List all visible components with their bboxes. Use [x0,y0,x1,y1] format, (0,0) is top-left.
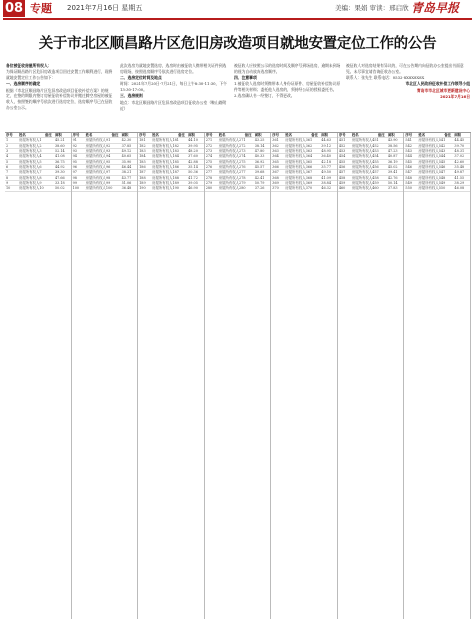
table-cell: 41.08 [55,154,65,159]
table-header-cell: 姓名 [351,133,359,137]
table-cell: 187 [139,170,146,175]
table-header-cell: 备注 [444,133,452,137]
table-header-cell: 姓名 [19,133,26,137]
table-cell: 45.21 [55,138,65,143]
table-cell: 361 [272,138,279,143]
table-column [338,133,405,619]
table-cell: 38.21 [121,170,132,175]
table-cell: 房屋所有权人458 [351,175,379,180]
table-cell: 276 [205,165,213,170]
table-cell: 房屋所有权人186 [152,165,179,170]
table-header-cell: 备注 [377,133,385,137]
table-cell: 39.68 [254,170,265,175]
table-cell: 房屋所有权人541 [418,138,446,143]
table-header-cell: 序号 [405,133,413,137]
table-cell: 房屋所有权人367 [285,170,313,175]
table-cell: 7 [6,170,9,175]
table-cell: 房屋所有权人273 [218,149,246,154]
table-cell: 94 [72,154,77,159]
table-cell: 50.79 [254,181,265,186]
table-cell: 38.84 [321,181,331,186]
table-cell: 房屋所有权人99 [85,181,111,186]
table-cell: 41.72 [188,175,198,180]
table-cell: 100 [72,186,80,191]
table-cell: 房屋所有权人279 [218,181,246,186]
table-header-cell: 面积 [454,133,462,137]
contact-info: 联系人：张先生 联系电话：0532-8X8X8X8X [346,75,425,81]
table-cell: 91 [72,138,77,143]
table-cell: 459 [338,181,346,186]
table-cell: 370 [272,186,279,191]
intro-paragraph: 根据《市北区顺昌路片区危旧房改造项目征收补偿方案》的规定，在签约期限内签订房屋征收补偿协议并搬迁腾空房屋的被征收人，按照签约顺序号依次进行选房定位，选房顺序号已在征收办公室公示。 [6,87,113,111]
table-cell: 房屋所有权人275 [218,159,246,164]
intro-paragraph: 为保证顺昌路片区危旧房改造项目回迁安置工作顺利进行，现将就地安置定位工作公告如下： [6,69,113,81]
table-cell: 6 [6,165,9,170]
table-cell: 99 [72,181,77,186]
table-cell: 184 [139,154,146,159]
table-cell: 185 [139,159,146,164]
table-cell: 房屋所有权人188 [152,175,179,180]
table-cell: 房屋所有权人95 [85,159,111,164]
table-cell: 房屋所有权人452 [351,143,379,148]
table-cell: 186 [139,165,146,170]
table-cell: 46.32 [321,186,331,191]
table-cell: 房屋所有权人369 [285,181,313,186]
table-cell: 548 [405,175,412,180]
table-header-cell: 序号 [205,133,213,137]
table-cell: 182 [139,143,146,148]
table-cell: 37.02 [454,154,465,159]
table-cell: 房屋所有权人543 [418,149,446,154]
table-header-cell: 备注 [111,133,119,137]
table-cell: 37.26 [254,186,265,191]
table-cell: 453 [338,149,346,154]
table-cell: 房屋所有权人4 [19,154,42,159]
table-cell: 39.41 [387,170,398,175]
table-cell: 房屋所有权人94 [85,154,111,159]
table-cell: 房屋所有权人370 [285,186,313,191]
signature-org: 青岛市市北区城市更新建设中心 [416,87,470,93]
table-cell: 48.20 [188,149,198,154]
table-cell: 房屋所有权人542 [418,143,446,148]
table-cell: 47.80 [254,149,265,154]
table-cell: 房屋所有权人97 [85,170,111,175]
table-cell: 458 [338,175,346,180]
table-header-cell: 序号 [139,133,146,137]
table-cell: 98 [72,175,77,180]
page-title: 关于市北区顺昌路片区危旧房改造项目就地安置定位工作的公告 [38,36,437,52]
table-cell: 房屋所有权人457 [351,170,379,175]
table-cell: 277 [205,170,213,175]
table-header-cell: 面积 [188,133,195,137]
table-cell: 37.83 [387,186,398,191]
table-cell: 房屋所有权人6 [19,165,42,170]
newspaper-logo: 青岛早报 [411,1,460,15]
table-cell: 42.88 [188,159,198,164]
signature-org: 市北区人民政府征收补偿工作领导小组 [405,81,470,87]
table-cell: 549 [405,181,412,186]
table-row [205,186,271,191]
table-row [338,186,404,191]
table-header-cell: 序号 [272,133,280,137]
table-cell: 房屋所有权人455 [351,159,379,164]
table-cell: 房屋所有权人185 [152,159,179,164]
table-cell: 550 [405,186,412,191]
section-name: 专题 [30,2,52,15]
intro-heading: 一、选房顺序的确定 [6,81,41,87]
table-cell: 房屋所有权人459 [351,181,379,186]
table-cell: 455 [338,159,346,164]
table-cell: 273 [205,149,213,154]
table-cell: 363 [272,149,279,154]
table-row [72,186,138,191]
table-column [205,133,272,619]
table-cell: 33.18 [55,181,65,186]
table-cell: 48.95 [321,149,331,154]
intro-column-4 [346,63,470,129]
table-cell: 50.02 [55,186,65,191]
table-row [404,186,470,191]
table-cell: 275 [205,159,213,164]
table-cell: 41.55 [454,175,465,180]
table-cell: 45.02 [387,165,398,170]
table-cell: 房屋所有权人544 [418,154,446,159]
table-cell: 279 [205,181,213,186]
table-cell: 43.25 [254,138,265,143]
table-cell: 42.60 [454,159,465,164]
table-cell: 454 [338,154,346,159]
table-cell: 房屋所有权人363 [285,149,313,154]
table-cell: 10 [6,186,11,191]
table-cell: 36.92 [254,159,265,164]
table-cell: 545 [405,159,412,164]
table-cell: 547 [405,170,412,175]
table-cell: 92 [72,143,77,148]
table-cell: 35.90 [121,159,132,164]
table-cell: 181 [139,138,146,143]
table-cell: 42.76 [387,175,398,180]
table-cell: 3 [6,149,9,154]
table-column [271,133,338,619]
table-cell: 房屋所有权人278 [218,175,246,180]
table-cell: 460 [338,186,346,191]
intro-column-2 [120,63,228,129]
table-cell: 房屋所有权人545 [418,159,446,164]
table-cell: 房屋所有权人91 [85,138,111,143]
page-header [0,0,475,17]
table-cell: 42.41 [254,175,265,180]
table-cell: 544 [405,154,412,159]
table-cell: 房屋所有权人9 [19,181,42,186]
table-cell: 40.33 [254,154,265,159]
table-cell: 46.90 [188,186,198,191]
intro-heading: 四、注意事项 [234,75,257,81]
table-cell: 542 [405,143,412,148]
table-cell: 38.60 [55,143,65,148]
table-column [5,133,72,619]
table-cell: 房屋所有权人550 [418,186,446,191]
table-header-cell: 面积 [254,133,262,137]
table-header-cell: 姓名 [218,133,226,137]
table-cell: 364 [272,154,279,159]
table-cell: 35.48 [454,165,465,170]
table-cell: 房屋所有权人98 [85,175,111,180]
table-cell: 房屋所有权人182 [152,143,179,148]
intro-paragraph: 1.被征收人选房时须携带本人身份证原件、房屋征收补偿协议原件等相关材料；委托他人选房的，须持经公证的授权委托书。 [234,81,341,93]
table-cell: 39.05 [188,181,198,186]
table-cell: 42.18 [321,159,331,164]
table-cell: 房屋所有权人100 [85,186,113,191]
table-cell: 365 [272,159,279,164]
table-header-cell: 备注 [45,133,52,137]
table-cell: 368 [272,175,279,180]
table-cell: 房屋所有权人547 [418,170,446,175]
table-cell: 36.48 [121,186,132,191]
table-cell: 188 [139,175,146,180]
table-cell: 35.14 [188,165,198,170]
table-cell: 房屋所有权人460 [351,186,379,191]
table-cell: 44.63 [321,138,331,143]
table-header-cell: 姓名 [285,133,293,137]
table-cell: 457 [338,170,346,175]
table-cell: 房屋所有权人456 [351,165,379,170]
table-cell: 房屋所有权人453 [351,149,379,154]
table-cell: 房屋所有权人277 [218,170,246,175]
intro-heading: 二、选房定位时间及地点 [120,75,162,81]
table-cell: 97 [72,170,77,175]
table-header-cell: 面积 [387,133,395,137]
table-cell: 2 [6,143,9,148]
table-cell: 房屋所有权人451 [351,138,379,143]
table-cell: 362 [272,143,279,148]
table-cell: 39.95 [188,143,198,148]
table-row [271,186,337,191]
table-cell: 36.19 [387,159,398,164]
table-header-cell: 备注 [311,133,319,137]
table-cell: 房屋所有权人187 [152,170,179,175]
table-cell: 95 [72,159,77,164]
table-row [138,186,204,191]
table-column [72,133,139,619]
table-cell: 39.70 [454,143,465,148]
table-cell: 房屋所有权人366 [285,165,313,170]
table-header-cell: 序号 [338,133,346,137]
table-cell: 47.23 [387,149,398,154]
signature-date: 2021年7月16日 [440,93,470,99]
table-cell: 48.31 [454,149,465,154]
table-cell: 房屋所有权人92 [85,143,111,148]
table-cell: 房屋所有权人183 [152,149,179,154]
table-cell: 36.40 [321,154,331,159]
table-cell: 房屋所有权人8 [19,175,42,180]
table-cell: 543 [405,149,412,154]
table-cell: 房屋所有权人546 [418,165,446,170]
intro-paragraph: 时间：2021年7月20日-7月21日，每日上午8:30-11:30，下午13:30-17:00。 [120,81,227,93]
table-cell: 房屋所有权人5 [19,159,42,164]
table-cell: 46.44 [121,165,132,170]
table-cell: 9 [6,181,9,186]
page-number: 08 [4,1,24,16]
table-cell: 房屋所有权人181 [152,138,179,143]
table-header-cell: 备注 [244,133,252,137]
table-cell: 274 [205,154,213,159]
table-cell: 房屋所有权人548 [418,175,446,180]
table-cell: 房屋所有权人271 [218,138,246,143]
table-cell: 房屋所有权人364 [285,154,313,159]
table-cell: 43.77 [121,175,132,180]
table-cell: 44.92 [55,165,65,170]
intro-column-3 [234,63,342,129]
table-cell: 1 [6,138,9,143]
table-cell: 房屋所有权人1 [19,138,42,143]
table-cell: 房屋所有权人10 [19,186,44,191]
intro-column-1 [6,63,114,129]
table-cell: 369 [272,181,279,186]
table-cell: 366 [272,165,279,170]
table-cell: 541 [405,138,412,143]
table-cell: 546 [405,165,412,170]
table-cell: 房屋所有权人93 [85,149,111,154]
table-cell: 房屋所有权人365 [285,159,313,164]
table-header-cell: 姓名 [418,133,426,137]
table-cell: 189 [139,181,146,186]
table-cell: 456 [338,165,346,170]
table-cell: 35.77 [321,165,331,170]
table-header-cell: 序号 [72,133,80,137]
table-header-cell: 备注 [178,133,185,137]
table-cell: 96 [72,165,77,170]
table-cell: 房屋所有权人184 [152,154,179,159]
table-cell: 38.14 [254,143,265,148]
table-cell: 房屋所有权人2 [19,143,42,148]
table-header-cell: 姓名 [85,133,93,137]
table-cell: 50.36 [188,170,198,175]
intro-paragraph: 2.选房确认书一经签订，不得更改。 [234,93,295,99]
table-cell: 278 [205,175,213,180]
table-cell: 39.30 [55,170,65,175]
table-cell: 房屋所有权人368 [285,175,313,180]
table-cell: 51.06 [121,181,132,186]
table-cell: 183 [139,149,146,154]
intro-paragraph: 地点：市北区顺昌路片区危旧房改造项目征收办公室（鞍山路附近） [120,99,227,111]
table-cell: 42.30 [121,138,132,143]
intro-heading: 三、选房规则 [120,93,143,99]
editor-credit: 美编：果娟 审读：邢启欣 [335,4,409,12]
table-header-cell: 姓名 [152,133,159,137]
table-cell: 272 [205,143,213,148]
issue-date: 2021年7月16日 星期五 [67,4,143,12]
table-cell: 49.12 [121,149,132,154]
table-cell: 房屋所有权人3 [19,149,42,154]
intro-heading: 各位被征收房屋所有权人： [6,63,52,68]
table-cell: 451 [338,138,346,143]
table-cell: 37.60 [188,154,198,159]
table-cell: 44.10 [188,138,198,143]
table-header-cell: 面积 [121,133,129,137]
intro-paragraph: 被征收人应按照公示的选房时间及顺序号到场选房，逾期未到场的视为自动放弃选房顺序。 [234,63,341,74]
table-row [5,186,71,191]
table-header-cell: 面积 [55,133,62,137]
table-cell: 房屋所有权人361 [285,138,313,143]
table-cell: 36.75 [55,159,65,164]
table-header-cell: 序号 [6,133,13,137]
table-cell: 46.08 [454,186,465,191]
table-cell: 房屋所有权人454 [351,154,379,159]
table-cell: 37.85 [121,143,132,148]
resident-table [5,132,471,618]
table-cell: 49.87 [454,170,465,175]
table-column [138,133,205,619]
table-cell: 4 [6,154,9,159]
table-cell: 271 [205,138,213,143]
table-cell: 52.14 [55,149,65,154]
table-cell: 47.66 [55,175,65,180]
table-column [404,133,471,619]
table-cell: 45.57 [254,165,265,170]
intro-paragraph: 被征收人对选房结果有异议的，可在公告期内向征收办公室提出书面意见。未尽事宜请咨询征收办公室。 [346,63,464,74]
table-cell: 367 [272,170,279,175]
table-cell: 49.50 [321,170,331,175]
table-cell: 38.56 [387,143,398,148]
header-rule [3,18,472,20]
table-cell: 5 [6,159,9,164]
table-cell: 房屋所有权人189 [152,181,179,186]
table-cell: 房屋所有权人190 [152,186,179,191]
table-cell: 房屋所有权人272 [218,143,246,148]
table-cell: 房屋所有权人7 [19,170,42,175]
table-cell: 452 [338,143,346,148]
table-cell: 93 [72,149,77,154]
table-cell: 房屋所有权人274 [218,154,246,159]
table-cell: 38.29 [454,181,465,186]
table-cell: 44.45 [454,138,465,143]
table-cell: 41.09 [321,175,331,180]
table-cell: 40.87 [387,154,398,159]
table-cell: 房屋所有权人280 [218,186,246,191]
table-cell: 房屋所有权人362 [285,143,313,148]
table-cell: 房屋所有权人549 [418,181,446,186]
table-header-cell: 面积 [321,133,329,137]
intro-paragraph: 此次选房为就地安置选房，选房时由被征收人携带相关证件到选房现场，按照选房顺序号依次进行选房定位。 [120,63,227,74]
table-cell: 40.65 [121,154,132,159]
table-cell: 280 [205,186,213,191]
table-cell: 房屋所有权人96 [85,165,111,170]
table-cell: 39.12 [321,143,331,148]
table-cell: 房屋所有权人276 [218,165,246,170]
table-cell: 50.14 [387,181,398,186]
table-cell: 8 [6,175,9,180]
table-cell: 190 [139,186,146,191]
table-cell: 43.90 [387,138,398,143]
